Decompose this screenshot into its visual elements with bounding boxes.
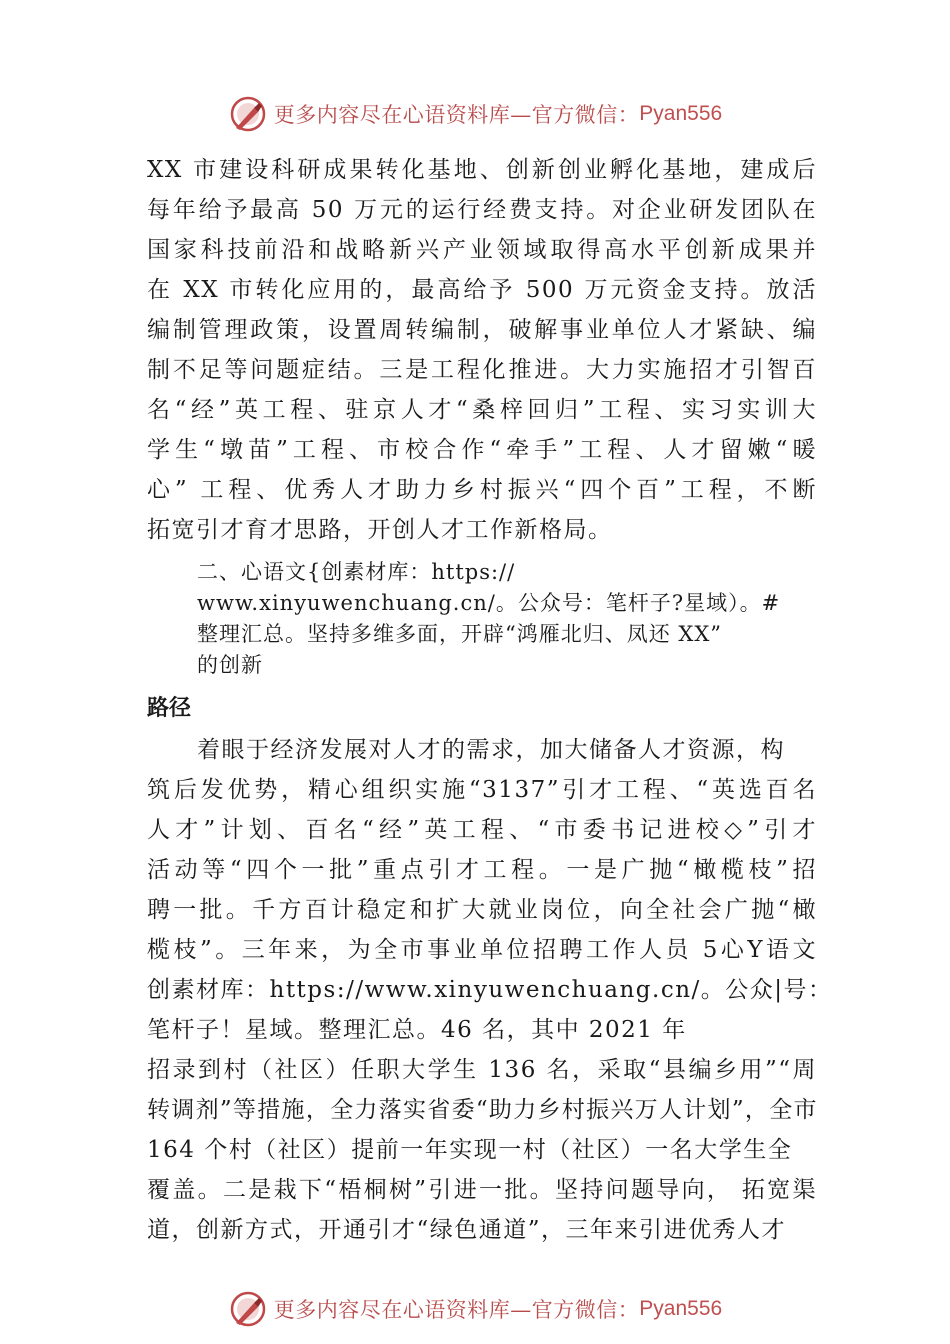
section-line: 的创新 — [197, 653, 263, 677]
text-line: 转调剂”等措施，全力落实省委“助力乡村振兴万人计划”，全市 — [147, 1097, 817, 1123]
text-line: 学生“墩苗”工程、市校合作“牵手”工程、人才留嫩“暖 — [147, 437, 817, 463]
text-line: 心” 工程、优秀人才助力乡村振兴“四个百”工程，不断 — [147, 477, 817, 503]
text-line: 创素材库：https://www.xinyuwenchuang.cn/。公众|号： — [147, 977, 833, 1003]
pen-logo-icon — [228, 94, 268, 134]
text-line: 名“经”英工程、驻京人才“桑梓回归”工程、实习实训大 — [147, 397, 817, 423]
text-line: 活动等“四个一批”重点引才工程。一是广抛“橄榄枝”招 — [147, 857, 817, 883]
header-text: 更多内容尽在心语资料库—官方微信： — [273, 103, 640, 127]
text-line: XX 市建设科研成果转化基地、创新创业孵化基地，建成后 — [147, 157, 817, 183]
header-wechat-id: Pyan556 — [639, 102, 723, 125]
pen-logo-icon — [228, 1289, 268, 1329]
text-line: 制不足等问题症结。三是工程化推进。大力实施招才引智百 — [147, 357, 817, 383]
text-line: 人才”计划、百名“经”英工程、“市委书记进校◇”引才 — [147, 817, 817, 843]
text-line: 每年给予最高 50 万元的运行经费支持。对企业研发团队在 — [147, 197, 817, 223]
text-line: 拓宽引才育才思路，开创人才工作新格局。 — [147, 517, 613, 543]
text-line: 在 XX 市转化应用的，最高给予 500 万元资金支持。放活 — [147, 277, 817, 303]
text-line: 覆盖。二是栽下“梧桐树”引进一批。坚持问题导向， 拓宽渠 — [147, 1177, 817, 1203]
text-line: 着眼于经济发展对人才的需求，加大储备人才资源，构 — [197, 737, 785, 763]
text-line: 招录到村（社区）任职大学生 136 名，采取“县编乡用”“周 — [147, 1057, 817, 1083]
text-line: 榄枝”。三年来，为全市事业单位招聘工作人员 5心Y语文 — [147, 937, 817, 963]
footer-wechat-id: Pyan556 — [639, 1297, 723, 1320]
section-heading: 路径 — [147, 696, 192, 721]
text-line: 国家科技前沿和战略新兴产业领域取得高水平创新成果并 — [147, 237, 817, 263]
text-line: 道，创新方式，开通引才“绿色通道”，三年来引进优秀人才 — [147, 1217, 787, 1243]
text-line: 164 个村（社区）提前一年实现一村（社区）一名大学生全 — [147, 1137, 793, 1163]
footer-text: 更多内容尽在心语资料库—官方微信： — [273, 1298, 640, 1322]
text-line: 筑后发优势，精心组织实施“3137”引才工程、“英选百名 — [147, 777, 817, 803]
text-line: 聘一批。千方百计稳定和扩大就业岗位，向全社会广抛“橄 — [147, 897, 817, 923]
header-banner — [0, 92, 950, 136]
footer-banner — [0, 1287, 950, 1331]
section-line: 整理汇总。坚持多维多面，开辟“鸿雁北归、凤还 XX” — [197, 622, 723, 646]
section-line: 二、心语文{创素材库：https:// — [197, 560, 516, 584]
text-line: 笔杆子！星域。整理汇总。46 名，其中 2021 年 — [147, 1017, 687, 1043]
section-line: www.xinyuwenchuang.cn/。公众号：笔杆子?星域）。# — [197, 591, 781, 615]
text-line: 编制管理政策，设置周转编制，破解事业单位人才紧缺、编 — [147, 317, 817, 343]
